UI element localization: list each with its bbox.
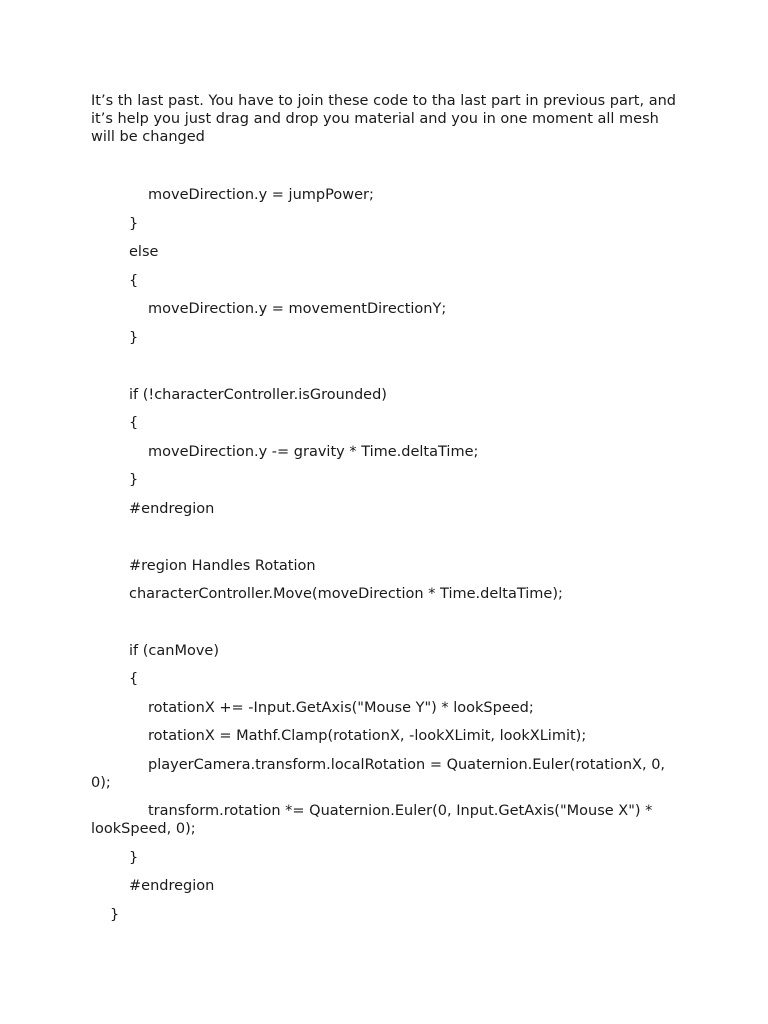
code-line: #endregion [129, 878, 215, 894]
code-line: moveDirection.y -= gravity * Time.deltaTime; [148, 444, 479, 460]
code-line: } [129, 330, 139, 346]
code-line: characterController.Move(moveDirection * Time.deltaTime); [129, 586, 563, 602]
code-line: transform.rotation *= Quaternion.Euler(0, Input.GetAxis("Mouse X") * lookSpeed, 0); [91, 803, 658, 837]
code-line: { [129, 415, 139, 431]
code-line: { [129, 273, 139, 289]
code-line: } [129, 216, 139, 232]
code-line: { [129, 671, 139, 687]
code-line: rotationX = Mathf.Clamp(rotationX, -lookXLimit, lookXLimit); [148, 728, 587, 744]
code-line: #endregion [129, 501, 215, 517]
code-line: } [110, 907, 120, 923]
code-line: moveDirection.y = movementDirectionY; [148, 301, 447, 317]
code-line: moveDirection.y = jumpPower; [148, 187, 374, 203]
code-line: if (!characterController.isGrounded) [129, 387, 387, 403]
code-line: if (canMove) [129, 643, 219, 659]
code-line: playerCamera.transform.localRotation = Quaternion.Euler(rotationX, 0, 0); [91, 757, 670, 791]
intro-paragraph: It’s th last past. You have to join these code to tha last part in previous part, and it’s help you just drag and drop you material and you in one moment all mesh will be changed [91, 93, 676, 145]
code-line: } [129, 850, 139, 866]
code-line: #region Handles Rotation [129, 558, 316, 574]
code-line: else [129, 244, 159, 260]
code-line: } [129, 472, 139, 488]
code-line: rotationX += -Input.GetAxis("Mouse Y") * lookSpeed; [148, 700, 534, 716]
